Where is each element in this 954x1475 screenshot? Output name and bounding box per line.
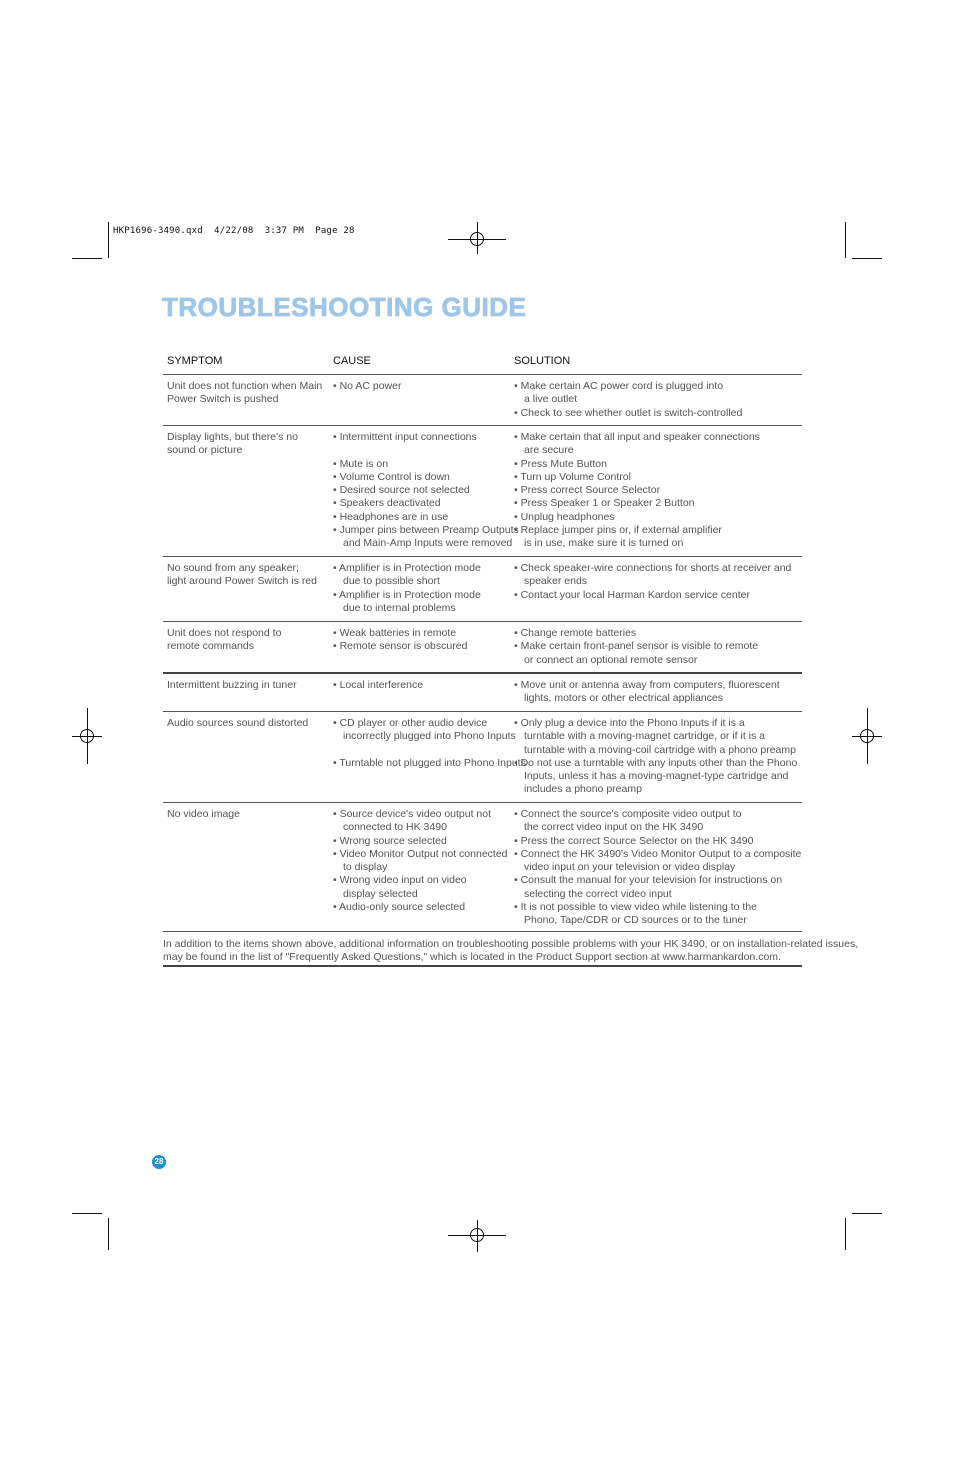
solution-line: • Connect the HK 3490's Video Monitor Output to a composite: [514, 847, 802, 860]
note-line: In addition to the items shown above, additional information on troubleshooting possible problems with your HK 3490, or on installation-related issues,: [163, 938, 859, 950]
solution-cell: [514, 717, 799, 797]
cause-line: • Audio-only source selected: [333, 901, 466, 914]
cause-line: due to internal problems: [343, 601, 456, 614]
symptom-line: Audio sources sound distorted: [167, 717, 309, 729]
solution-line: Phono, Tape/CDR or CD sources or to the tuner: [524, 914, 747, 927]
cause-line: • Headphones are in use: [333, 510, 449, 523]
cause-line: • No AC power: [333, 380, 402, 392]
solution-line: • Replace jumper pins or, if external amplifier: [514, 524, 722, 537]
solution-cell: [514, 562, 799, 602]
solution-line: • Contact your local Harman Kardon service center: [514, 588, 750, 601]
symptom-cell: [167, 627, 327, 654]
solution-line: Inputs, unless it has a moving-magnet-type cartridge and: [524, 770, 789, 783]
solution-line: • Check speaker-wire connections for shorts at receiver and: [514, 562, 792, 574]
solution-line: the correct video input on the HK 3490: [524, 821, 704, 834]
cause-line: • Weak batteries in remote: [333, 627, 457, 639]
solution-line: are secure: [524, 444, 574, 457]
cause-line: • CD player or other audio device: [333, 717, 488, 729]
cause-line: • Jumper pins between Preamp Outputs: [333, 524, 519, 537]
additional-info-note: [163, 932, 859, 965]
solution-line: a live outlet: [524, 393, 578, 406]
cause-line: • Turntable not plugged into Phono Inputs: [333, 756, 526, 769]
cause-cell: [333, 808, 513, 914]
solution-line: or connect an optional remote sensor: [524, 653, 698, 666]
solution-line: is in use, make sure it is turned on: [524, 537, 684, 550]
symptom-cell: [167, 717, 327, 730]
solution-line: • Make certain that all input and speaker connections: [514, 431, 760, 443]
cause-line: and Main-Amp Inputs were removed: [343, 537, 513, 550]
symptom-line: Unit does not respond to: [167, 627, 282, 639]
solution-line: • Do not use a turntable with any inputs other than the Phono: [514, 756, 798, 769]
cause-line: • Source device's video output not: [333, 808, 492, 820]
cause-line: • Local interference: [333, 679, 424, 691]
page-number-badge: 28: [152, 1155, 166, 1169]
cause-line: [333, 444, 513, 457]
cause-cell: [333, 562, 513, 615]
symptom-cell: [167, 808, 327, 821]
symptom-line: Power Switch is pushed: [167, 393, 279, 406]
solution-line: • Press the correct Source Selector on the HK 3490: [514, 834, 754, 847]
symptom-line: Intermittent buzzing in tuner: [167, 679, 297, 691]
solution-cell: [514, 808, 802, 928]
file-slug: HKP1696-3490.qxd 4/22/08 3:37 PM Page 28: [113, 226, 355, 236]
cause-line: [333, 744, 513, 757]
table-row: [163, 803, 802, 931]
cause-line: • Wrong source selected: [333, 834, 447, 847]
solution-cell: [514, 431, 799, 551]
cause-line: • Video Monitor Output not connected: [333, 847, 508, 860]
symptom-cell: [167, 431, 327, 458]
cause-cell: [333, 627, 513, 654]
table-row: [163, 622, 802, 672]
troubleshooting-table: [163, 352, 859, 967]
solution-line: includes a phono preamp: [524, 783, 642, 796]
table-row: [163, 426, 802, 556]
solution-line: • Change remote batteries: [514, 627, 637, 639]
table-row: [163, 375, 802, 425]
solution-line: • It is not possible to view video while listening to the: [514, 901, 757, 914]
solution-line: • Press correct Source Selector: [514, 484, 661, 497]
solution-line: • Connect the source's composite video output to: [514, 808, 742, 820]
symptom-line: remote commands: [167, 640, 254, 653]
symptom-line: Display lights, but there's no: [167, 431, 298, 443]
solution-line: • Consult the manual for your television for instructions on: [514, 874, 783, 887]
solution-line: lights, motors or other electrical appliances: [524, 692, 724, 705]
symptom-line: light around Power Switch is red: [167, 575, 317, 588]
header-solution: SOLUTION: [514, 355, 571, 367]
note-line: may be found in the list of "Frequently Asked Questions," which is located in the Product Support section at www.harmankardon.com.: [163, 951, 781, 964]
cause-line: to display: [343, 861, 388, 874]
cause-line: • Volume Control is down: [333, 470, 450, 483]
cause-line: • Amplifier is in Protection mode: [333, 588, 481, 601]
solution-cell: [514, 380, 799, 420]
solution-line: • Check to see whether outlet is switch-controlled: [514, 406, 743, 419]
cause-line: • Intermittent input connections: [333, 431, 477, 443]
header-symptom: SYMPTOM: [167, 355, 223, 367]
solution-line: turntable with a moving-coil cartridge with a phono preamp: [524, 743, 796, 756]
table-row: [163, 557, 802, 621]
cause-line: • Amplifier is in Protection mode: [333, 562, 481, 574]
solution-line: turntable with a moving-magnet cartridge, or if it is a: [524, 730, 766, 743]
cause-line: • Wrong video input on video: [333, 874, 467, 887]
cause-line: • Remote sensor is obscured: [333, 640, 468, 653]
solution-line: selecting the correct video input: [524, 887, 672, 900]
symptom-line: No sound from any speaker;: [167, 562, 299, 574]
symptom-cell: [167, 679, 327, 692]
cause-line: • Desired source not selected: [333, 484, 470, 497]
cause-cell: [333, 431, 519, 551]
cause-cell: [333, 380, 513, 393]
cause-line: • Mute is on: [333, 457, 389, 470]
cause-line: incorrectly plugged into Phono Inputs: [343, 730, 516, 743]
solution-line: • Turn up Volume Control: [514, 470, 631, 483]
symptom-line: No video image: [167, 808, 240, 820]
cause-line: display selected: [343, 887, 418, 900]
symptom-line: sound or picture: [167, 444, 243, 457]
header-cause: CAUSE: [333, 355, 371, 367]
symptom-cell: [167, 380, 327, 407]
cause-line: connected to HK 3490: [343, 821, 447, 834]
cause-cell: [333, 679, 513, 692]
solution-line: video input on your television or video display: [524, 861, 736, 874]
page-title: TROUBLESHOOTING GUIDE: [162, 292, 527, 322]
table-header: [163, 352, 802, 374]
symptom-cell: [167, 562, 327, 589]
solution-line: • Make certain front-panel sensor is visible to remote: [514, 640, 759, 653]
cause-cell: [333, 717, 526, 770]
solution-line: • Press Mute Button: [514, 457, 607, 470]
solution-line: • Make certain AC power cord is plugged into: [514, 380, 724, 392]
solution-line: • Press Speaker 1 or Speaker 2 Button: [514, 497, 695, 510]
table-body: [163, 375, 802, 932]
solution-line: speaker ends: [524, 575, 588, 588]
table-bottom-rule: [163, 965, 802, 967]
cause-line: • Speakers deactivated: [333, 497, 441, 510]
symptom-line: Unit does not function when Main: [167, 380, 323, 392]
cause-line: due to possible short: [343, 575, 440, 588]
solution-line: • Unplug headphones: [514, 510, 615, 523]
solution-cell: [514, 679, 799, 706]
solution-cell: [514, 627, 799, 667]
solution-line: • Only plug a device into the Phono Inputs if it is a: [514, 717, 745, 729]
solution-line: • Move unit or antenna away from computers, fluorescent: [514, 679, 780, 691]
table-row: [163, 674, 802, 711]
table-row: [163, 712, 802, 802]
